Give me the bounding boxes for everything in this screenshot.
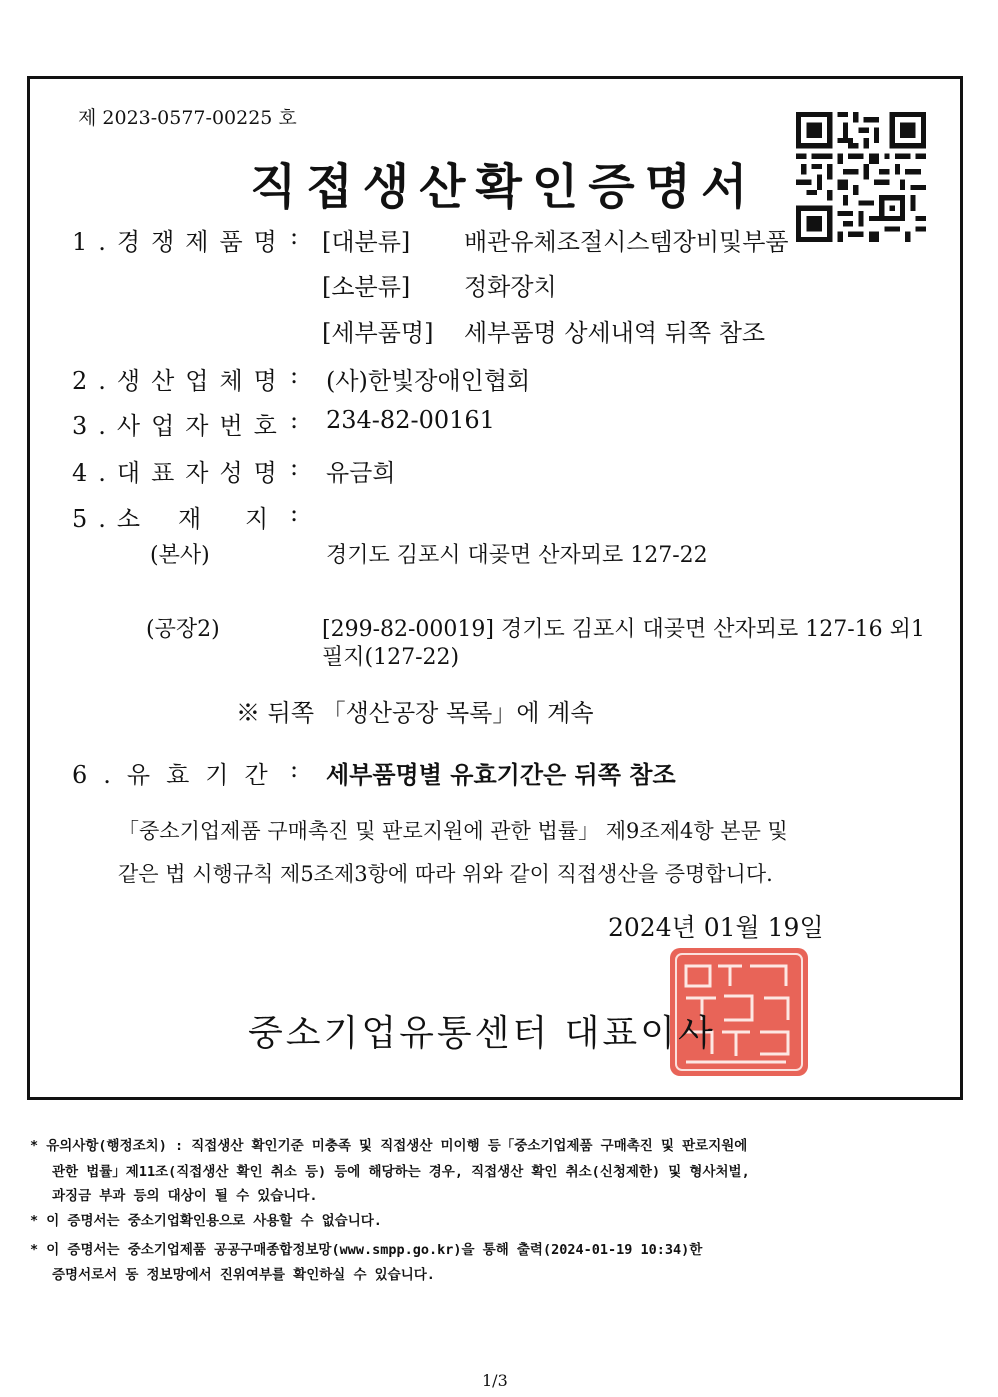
hq-address: 경기도 김포시 대곶면 산자뫼로 127-22 [326, 543, 708, 568]
note-1-line3: 과징금 부과 등의 대상이 될 수 있습니다. [52, 1188, 318, 1204]
representative-label: 4.대표자성명 [72, 459, 288, 487]
issue-date: 2024년 01월 19일 [608, 913, 824, 942]
page-number: 1/3 [482, 1371, 508, 1390]
declaration-line1: 「중소기업제품 구매촉진 및 판로지원에 관한 법률」 제9조제4항 본문 및 [118, 819, 788, 843]
location-label-part: 재 [178, 505, 213, 533]
major-category-tag: [대분류] [322, 228, 411, 256]
business-number-label: 3.사업자번호 [72, 412, 288, 440]
colon: : [290, 361, 299, 389]
minor-category-value: 정화장치 [464, 273, 557, 301]
validity-label: 6.유효기간 [72, 761, 284, 789]
factory-address-line1: [299-82-00019] 경기도 김포시 대곶면 산자뫼로 127-16 외1 [322, 617, 925, 642]
certificate-number: 제 2023-0577-00225 호 [78, 107, 297, 129]
colon: : [290, 406, 299, 434]
note-3-line1: * 이 증명서는 중소기업제품 공공구매종합정보망(www.smpp.go.kr)을 통해 출력(2024-01-19 10:34)한 [30, 1242, 703, 1258]
colon: : [290, 755, 299, 783]
product-name-label: 1.경쟁제품명 [72, 228, 288, 256]
note-2: * 이 증명서는 중소기업확인용으로 사용할 수 없습니다. [30, 1213, 382, 1229]
validity-value: 세부품명별 유효기간은 뒤쪽 참조 [326, 760, 676, 789]
factory-label: (공장2) [146, 617, 220, 642]
business-number-value: 234-82-00161 [326, 406, 495, 434]
representative-value: 유금희 [326, 459, 396, 487]
qr-code-icon [796, 112, 926, 242]
page-title: 직접생산확인증명서 [250, 159, 758, 215]
note-1-line2: 관한 법률」제11조(직접생산 확인 취소 등) 등에 해당하는 경우, 직접생산 확인 취소(신청제한) 및 형사처벌, [52, 1164, 750, 1180]
company-value: (사)한빛장애인협회 [326, 367, 531, 395]
colon: : [290, 453, 299, 481]
colon: : [290, 499, 299, 527]
company-label: 2.생산업체명 [72, 367, 288, 395]
continued-note: ※ 뒤쪽 「생산공장 목록」에 계속 [236, 699, 594, 727]
hq-label: (본사) [150, 543, 210, 568]
minor-category-tag: [소분류] [322, 273, 411, 301]
major-category-value: 배관유체조절시스템장비및부품 [464, 228, 789, 256]
note-3-line2: 증명서로서 동 정보망에서 진위여부를 확인하실 수 있습니다. [52, 1267, 435, 1283]
detail-value: 세부품명 상세내역 뒤쪽 참조 [464, 319, 766, 347]
note-1-line1: * 유의사항(행정조치) : 직접생산 확인기준 미충족 및 직접생산 미이행 등「중소기업제품 구매촉진 및 판로지원에 [30, 1138, 748, 1154]
colon: : [290, 222, 299, 250]
issuer-name: 중소기업유통센터 대표이사 [248, 1013, 716, 1054]
factory-address-line2: 필지(127-22) [322, 645, 460, 670]
declaration-line2: 같은 법 시행규칙 제5조제3항에 따라 위와 같이 직접생산을 증명합니다. [118, 862, 773, 886]
location-label: 5.소 [72, 505, 152, 533]
detail-tag: [세부품명] [322, 319, 434, 347]
location-label-part: 지 [245, 505, 280, 533]
